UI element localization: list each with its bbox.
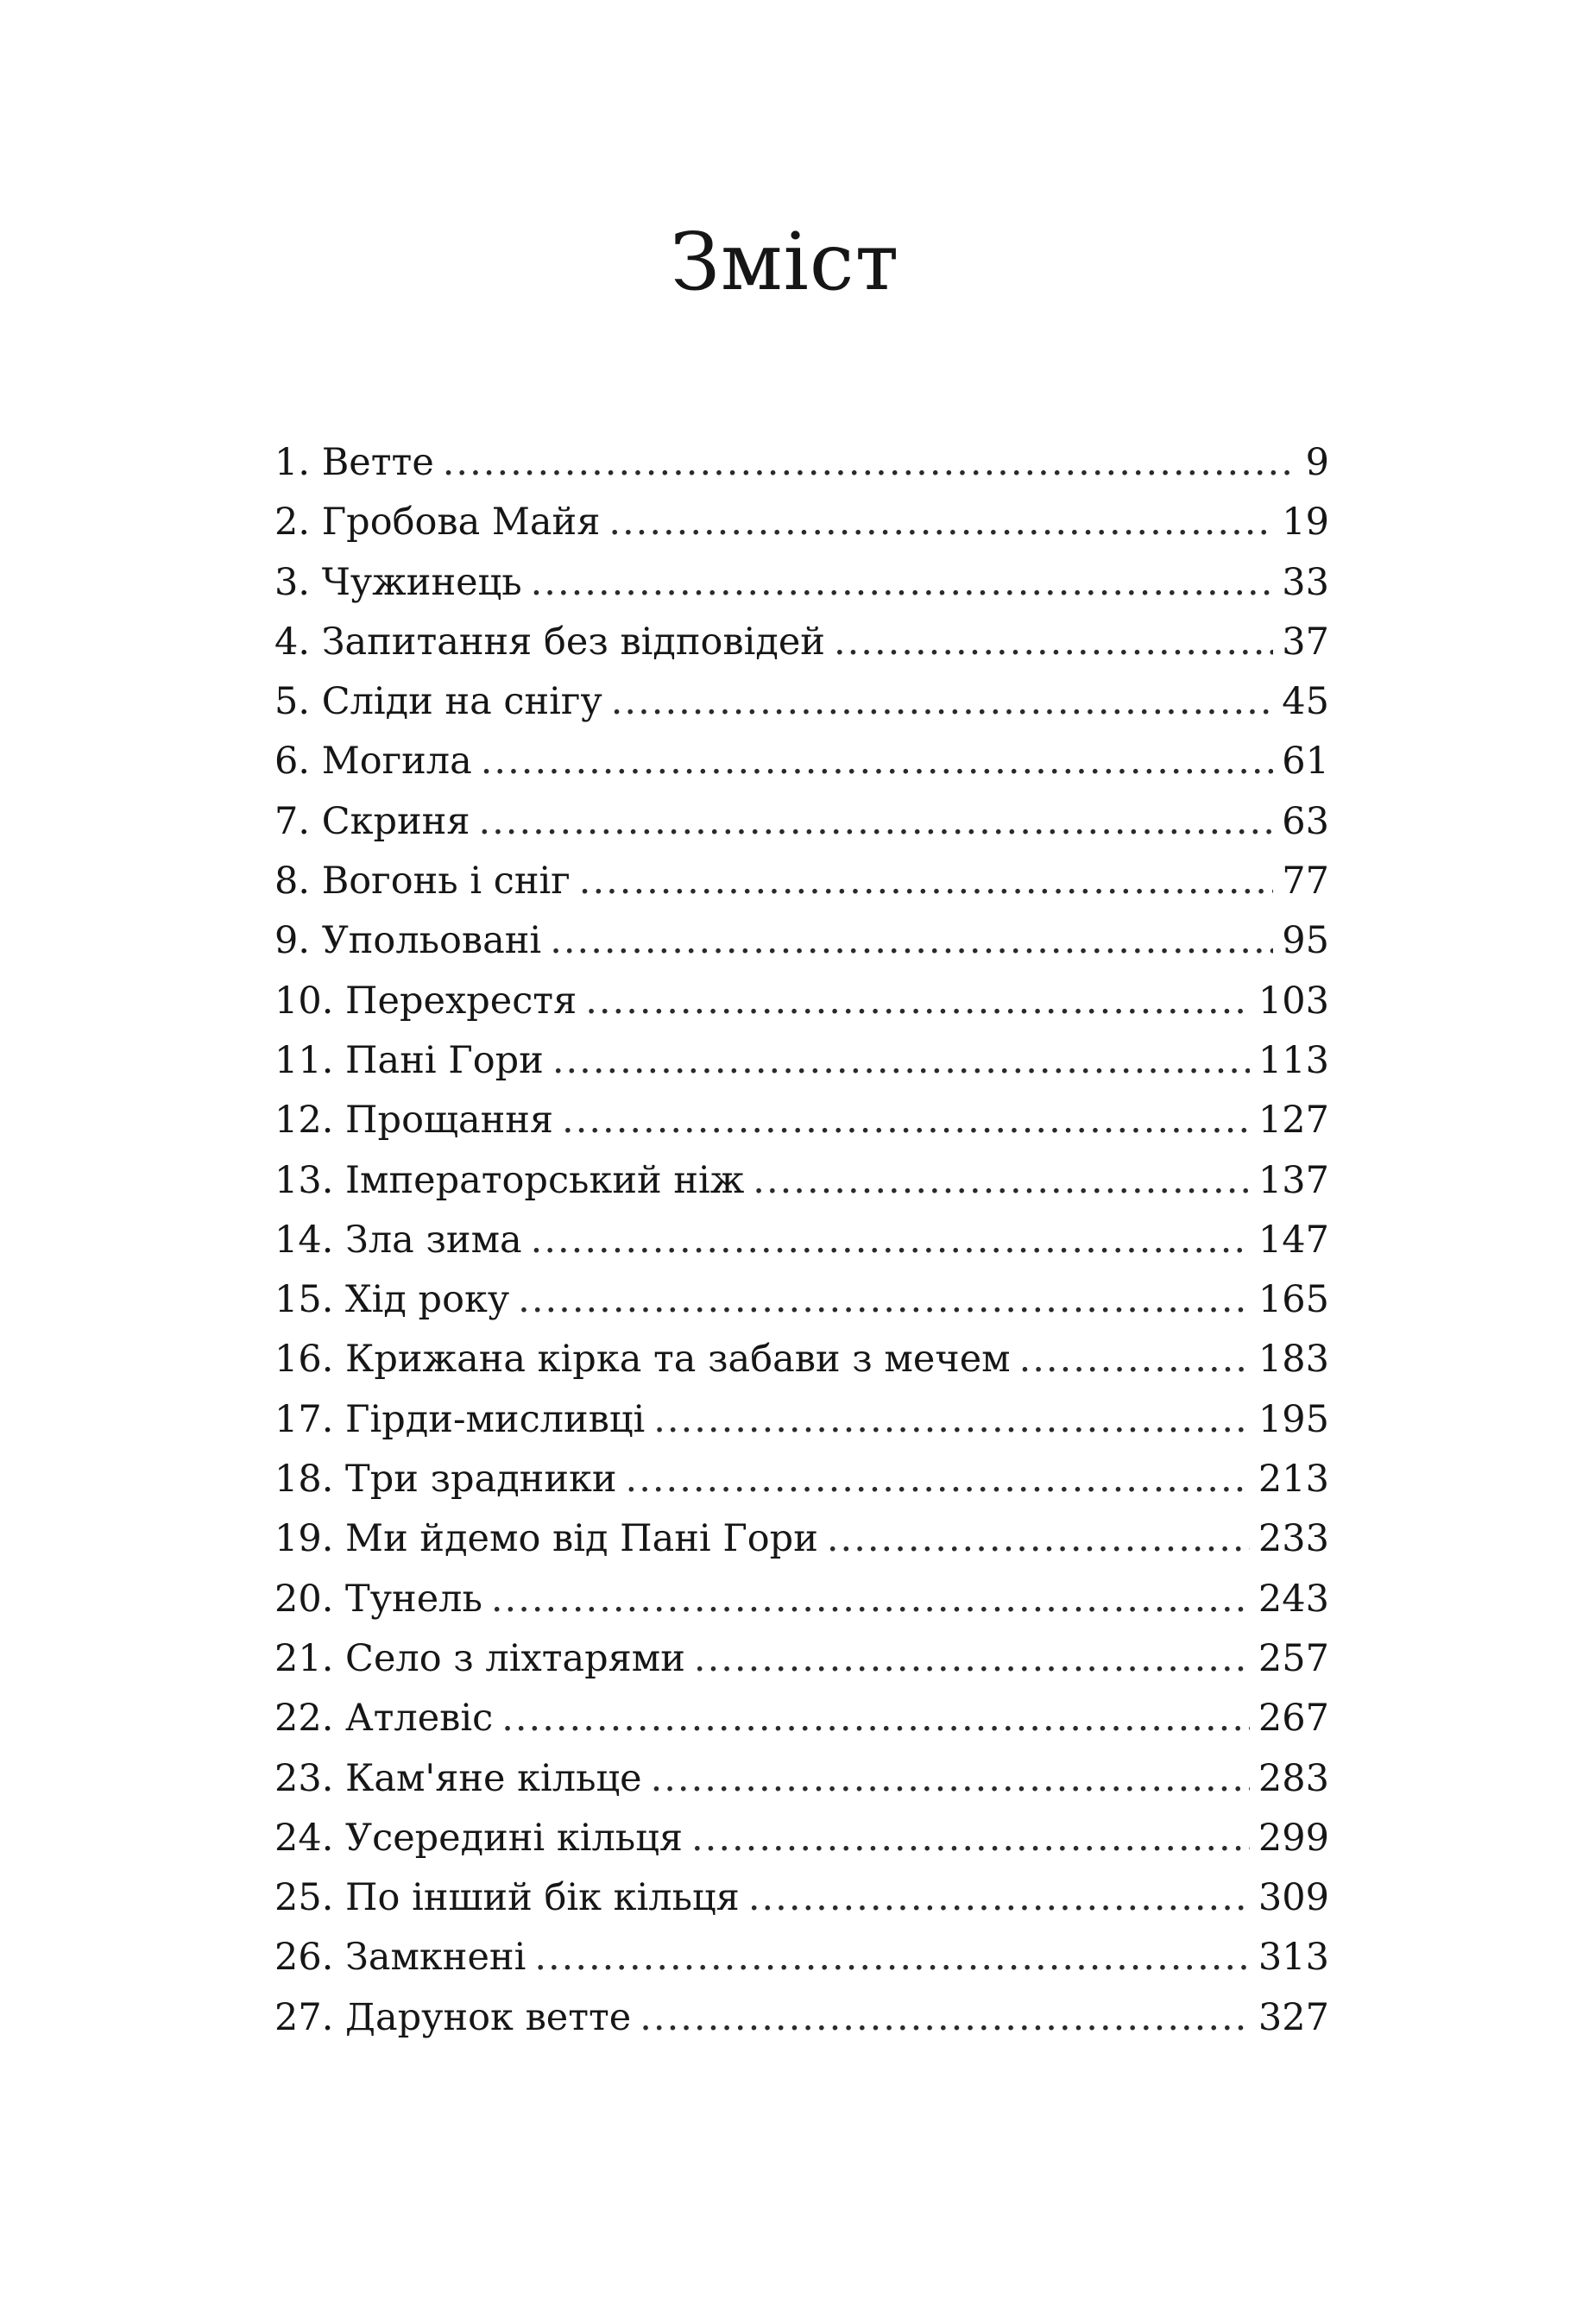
toc-entry-7[interactable] xyxy=(274,792,1329,852)
toc-page-number: 313 xyxy=(1258,1936,1329,1980)
toc-dot-leader xyxy=(552,1031,1250,1091)
toc-dot-leader xyxy=(478,792,1273,852)
toc-page-number: 195 xyxy=(1258,1397,1329,1441)
toc-entry-title: 18. Три зрадники xyxy=(274,1458,617,1502)
toc-page-number: 213 xyxy=(1258,1458,1329,1502)
toc-page-number: 95 xyxy=(1282,919,1329,963)
toc-entry-title: 9. Упольовані xyxy=(274,919,542,963)
toc-dot-leader xyxy=(579,852,1273,911)
toc-entry-13[interactable] xyxy=(274,1151,1329,1211)
toc-page-number: 113 xyxy=(1258,1038,1329,1082)
toc-entry-16[interactable] xyxy=(274,1330,1329,1389)
toc-entry-title: 4. Запитання без відповідей xyxy=(274,620,825,664)
toc-entry-title: 25. По інший бік кільця xyxy=(274,1876,740,1920)
toc-entry-21[interactable] xyxy=(274,1629,1329,1689)
toc-page-number: 243 xyxy=(1258,1577,1329,1621)
toc-entry-17[interactable] xyxy=(274,1390,1329,1450)
toc-entry-10[interactable] xyxy=(274,972,1329,1031)
table-of-contents xyxy=(274,433,1329,2048)
toc-entry-24[interactable] xyxy=(274,1809,1329,1868)
toc-dot-leader xyxy=(501,1689,1250,1748)
toc-entry-14[interactable] xyxy=(274,1211,1329,1270)
toc-dot-leader xyxy=(651,1749,1250,1809)
toc-entry-title: 6. Могила xyxy=(274,740,472,784)
toc-entry-title: 2. Гробова Майя xyxy=(274,501,601,545)
toc-page-number: 37 xyxy=(1282,620,1329,664)
toc-entry-title: 5. Сліди на снігу xyxy=(274,680,602,724)
toc-entry-3[interactable] xyxy=(274,553,1329,613)
toc-entry-title: 13. Імператорський ніж xyxy=(274,1158,745,1202)
toc-entry-title: 17. Гірди-мисливці xyxy=(274,1397,646,1441)
toc-dot-leader xyxy=(827,1509,1250,1569)
toc-dot-leader xyxy=(585,972,1250,1031)
toc-page-number: 61 xyxy=(1282,740,1329,784)
toc-entry-12[interactable] xyxy=(274,1091,1329,1150)
toc-entry-23[interactable] xyxy=(274,1749,1329,1809)
toc-dot-leader xyxy=(753,1151,1250,1211)
toc-entry-26[interactable] xyxy=(274,1928,1329,1987)
toc-entry-title: 20. Тунель xyxy=(274,1577,482,1621)
toc-entry-18[interactable] xyxy=(274,1450,1329,1509)
toc-entry-title: 15. Хід року xyxy=(274,1278,510,1322)
toc-entry-5[interactable] xyxy=(274,672,1329,732)
toc-entry-title: 27. Дарунок ветте xyxy=(274,1995,632,2039)
toc-page-number: 309 xyxy=(1258,1876,1329,1920)
toc-entry-20[interactable] xyxy=(274,1570,1329,1629)
toc-dot-leader xyxy=(518,1270,1250,1330)
toc-page-number: 33 xyxy=(1282,560,1329,604)
toc-entry-title: 11. Пані Гори xyxy=(274,1038,544,1082)
toc-dot-leader xyxy=(834,613,1273,672)
toc-entry-title: 1. Ветте xyxy=(274,441,434,484)
toc-dot-leader xyxy=(534,1928,1250,1987)
toc-dot-leader xyxy=(531,1211,1250,1270)
toc-entry-title: 21. Село з ліхтарями xyxy=(274,1636,685,1680)
toc-dot-leader xyxy=(640,1988,1250,2048)
toc-page-number: 147 xyxy=(1258,1218,1329,1262)
toc-page-number: 165 xyxy=(1258,1278,1329,1322)
toc-dot-leader xyxy=(443,433,1295,493)
toc-entry-title: 22. Атлевіс xyxy=(274,1697,494,1741)
toc-dot-leader xyxy=(481,732,1274,791)
toc-dot-leader xyxy=(531,553,1274,613)
toc-dot-leader xyxy=(653,1390,1250,1450)
toc-entry-title: 12. Прощання xyxy=(274,1099,554,1143)
toc-page-number: 19 xyxy=(1282,501,1329,545)
toc-entry-title: 7. Скриня xyxy=(274,799,470,843)
toc-entry-title: 19. Ми йдемо від Пані Гори xyxy=(274,1517,818,1561)
toc-page-number: 127 xyxy=(1258,1099,1329,1143)
toc-page-number: 9 xyxy=(1305,441,1329,484)
toc-dot-leader xyxy=(550,911,1273,971)
toc-entry-8[interactable] xyxy=(274,852,1329,911)
toc-dot-leader xyxy=(1019,1330,1250,1389)
toc-page-number: 283 xyxy=(1258,1756,1329,1800)
toc-entry-15[interactable] xyxy=(274,1270,1329,1330)
toc-dot-leader xyxy=(608,493,1273,552)
toc-page-number: 183 xyxy=(1258,1338,1329,1382)
toc-entry-title: 16. Крижана кірка та забави з мечем xyxy=(274,1338,1011,1382)
toc-entry-title: 3. Чужинець xyxy=(274,560,522,604)
toc-entry-6[interactable] xyxy=(274,732,1329,791)
toc-entry-9[interactable] xyxy=(274,911,1329,971)
toc-dot-leader xyxy=(491,1570,1250,1629)
toc-entry-title: 8. Вогонь і сніг xyxy=(274,860,571,904)
toc-page-number: 137 xyxy=(1258,1158,1329,1202)
toc-page-number: 327 xyxy=(1258,1995,1329,2039)
toc-page-number: 299 xyxy=(1258,1816,1329,1860)
toc-entry-title: 10. Перехрестя xyxy=(274,979,577,1023)
toc-entry-title: 26. Замкнені xyxy=(274,1936,526,1980)
toc-entry-19[interactable] xyxy=(274,1509,1329,1569)
toc-entry-title: 24. Усередині кільця xyxy=(274,1816,683,1860)
toc-entry-4[interactable] xyxy=(274,613,1329,672)
toc-page-number: 103 xyxy=(1258,979,1329,1023)
toc-dot-leader xyxy=(691,1809,1250,1868)
toc-page-number: 257 xyxy=(1258,1636,1329,1680)
toc-entry-25[interactable] xyxy=(274,1868,1329,1928)
toc-dot-leader xyxy=(626,1450,1250,1509)
toc-page-number: 267 xyxy=(1258,1697,1329,1741)
toc-entry-1[interactable] xyxy=(274,433,1329,493)
toc-entry-27[interactable] xyxy=(274,1988,1329,2048)
toc-page-number: 233 xyxy=(1258,1517,1329,1561)
toc-entry-2[interactable] xyxy=(274,493,1329,552)
toc-page-number: 63 xyxy=(1282,799,1329,843)
page-title: Зміст xyxy=(670,216,900,308)
toc-entry-title: 14. Зла зима xyxy=(274,1218,522,1262)
toc-dot-leader xyxy=(748,1868,1250,1928)
toc-page-number: 77 xyxy=(1282,860,1329,904)
toc-dot-leader xyxy=(611,672,1274,732)
toc-entry-11[interactable] xyxy=(274,1031,1329,1091)
toc-page-number: 45 xyxy=(1282,680,1329,724)
toc-dot-leader xyxy=(562,1091,1250,1150)
toc-entry-title: 23. Кам'яне кільце xyxy=(274,1756,642,1800)
toc-entry-22[interactable] xyxy=(274,1689,1329,1748)
toc-dot-leader xyxy=(694,1629,1250,1689)
